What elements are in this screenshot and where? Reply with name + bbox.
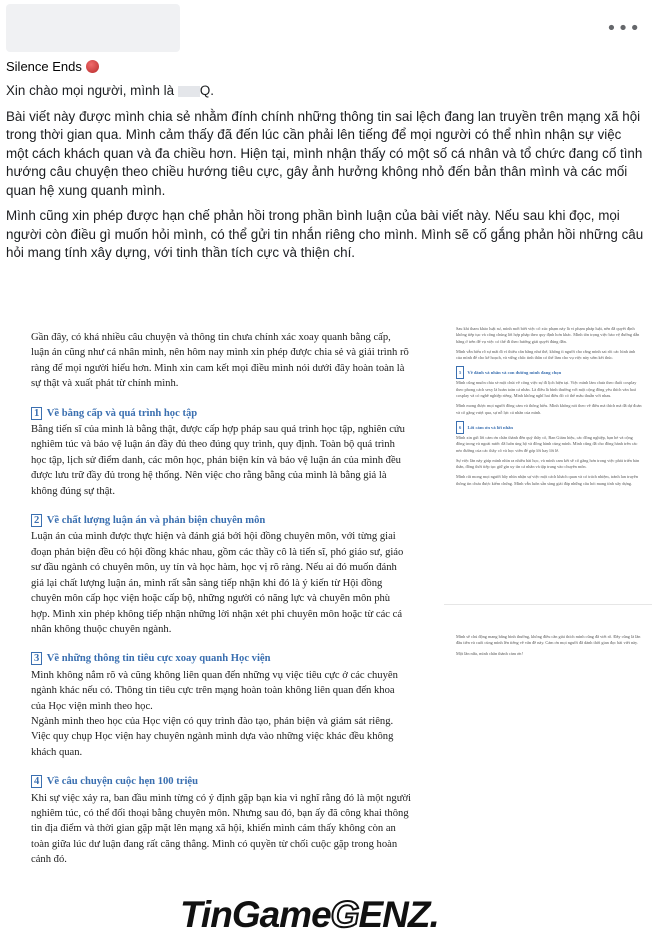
doc-right-text: Mình cũng muốn chia sẻ một chút về công việc sự đi lịch hiện tại. Việc mình làm chưa theo đuổi cosplay theo phong cách sexy là hoàn toàn cá nhân. Là điều là bình thường với một cộng đồng yêu thích văn hoá cosplay và có nghề nghiệp riêng. Mình không nghĩ hai điều đó có thể mâu thuẫn với nhau. xyxy=(456,380,637,399)
doc-right-text: Mình xin gửi lời cảm ơn chân thành đến quý thầy cô, Ban Giám hiệu, các đồng nghiệp, bạn bè và cộng đồng trong và ngoài nước đã luôn ủng hộ và đồng hành cùng mình. Mình cũng đã cho đồng hành trên các nẻo đường của các thầy cô và học viên để góp lời hay lời lẽ. xyxy=(456,434,638,453)
document-image-left[interactable] xyxy=(9,290,441,890)
doc-right-text: Mình mong được mọi người đồng cảm và thông hiểu. Mình không nói theo về điều mà thích mà đã dự đoán và cố gắng vượt qua, sự nỗ lực cá nhân của mình. xyxy=(456,403,642,415)
doc-section-body: Ngành mình theo học của Học viện có quy trình đào tạo, phản biện và giám sát riêng. Việc quy chụp Học viện hay chuyên ngành mình dựa vào những việc khác đều không khách quan. xyxy=(31,715,394,758)
greeting-line: Xin chào mọi người, mình là Q. xyxy=(6,83,214,98)
document-image-right-bottom[interactable] xyxy=(444,614,652,694)
doc-section-body: Bằng tiến sĩ của mình là bằng thật, được cấp hợp pháp sau quá trình học tập, nghiên cứu nghiêm túc và bảo vệ luận án đầy đủ theo đúng quy trình, quy định. Toàn bộ quá trình học tập, lịch sử điểm danh, các môn học, phản biện kín và bảo vệ luận án của mình đều được lưu trữ đầy đủ trong hệ thống. Nên việc cho rằng bằng của mình là bằng giả là không đúng sự thật. xyxy=(31,424,405,497)
doc-right-text: Mình sẽ chủ động mang bằng bình thường, không điều cần giải thích mình cũng đã viết rõ. Đây cũng là lần đầu tiên và cuối cùng mình lên tiếng về vấn đề này. Cảm ơn mọi người đã dành thời gian đọc bài viết này. xyxy=(456,634,641,646)
more-horizontal-icon[interactable]: ••• xyxy=(606,18,641,39)
doc-right-section-title: 6 Lời cảm ơn và lời nhắn xyxy=(456,421,642,434)
doc-right-text: Mình rất mong mọi người hãy nhìn nhận sự việc một cách khách quan và có trách nhiệm, tránh lan truyền thông tin chưa được kiểm chứng. Mình vẫn luôn sẵn sàng giải đáp những câu hỏi mang tính xây dựng. xyxy=(456,474,638,486)
doc-section-body: Mình không nắm rõ và cũng không liên quan đến những vụ việc tiêu cực ở các chuyên ngành khác nếu có. Thông tin tiêu cực trên mạng hoàn toàn không liên quan đến khoa của Học viện mình theo học. xyxy=(31,669,398,712)
post-text xyxy=(6,82,646,270)
blurred-profile-area xyxy=(6,4,180,52)
doc-right-text: Một lần nữa, mình chân thành cảm ơn! xyxy=(456,650,523,656)
doc-section-title: 4 Về câu chuyện cuộc hẹn 100 triệu xyxy=(31,774,411,789)
author-name[interactable]: Silence Ends xyxy=(6,59,82,74)
doc-right-section-title: 5 Về đánh và nhân và con đường mình đang chọn xyxy=(456,366,642,379)
heart-icon xyxy=(86,60,99,73)
doc-right-text: Mình vẫn hiểu rõ sự mất đi vì thiếu cân bằng như thế, không ít người cho rằng mình sai rồi các hình ảnh của mình để cho kế hoạch, và vững chắc tinh thần có thể làm cho vụ việc này sớm kết thúc. xyxy=(456,348,636,361)
doc-right-text: Sau khi tham khảo luật sư, mình mới biết việc cố xúc phạm này là vi phạm pháp luật, nên đã quyết định không tiếp tục và công chúng lời hợp pháp theo quy định hơn khác. Mình tôn trọng việc bảo vệ đường dẫn bằng ở trên để vụ việc có thể đi theo hướng giải quyết đúng đắn. xyxy=(456,326,640,344)
doc-intro: Gần đây, có khá nhiều câu chuyện và thông tin chưa chính xác xoay quanh bằng cấp, luận án cũng như cá nhân mình, nên hôm nay mình xin phép được chia sẻ và giải trình rõ ràng để mọi người hiểu hơn. Mình xin cam kết mọi điều mình nói dưới đây hoàn toàn là sự thật và xuất phát từ chính mình. xyxy=(31,332,409,390)
watermark-logo: TinGame G ENZ. xyxy=(180,894,439,935)
doc-section-body: Khi sự việc xảy ra, ban đầu mình từng có ý định gặp bạn kia vì nghĩ rằng đó là một người nghiêm túc, có thể đối thoại bằng chuyên môn. Nhưng sau đó, bạn ấy đã công khai thông tin địa điểm và thời gian gặp mặt lên mạng xã hội, khiến mình cảm thấy không còn an toàn giữa lúc dư luận đang rất căng thẳng. Mình có quyền từ chối cuộc gặp trong hoàn cảnh đó. xyxy=(31,792,411,866)
doc-section-body: Luận án của mình được thực hiện và đánh giá bởi hội đồng chuyên môn, với từng giai đoạn phản biện đều có hội đồng khác nhau, gồm các thầy cô là tiến sĩ, phó giáo sư, giáo sư đầu ngành có chuyên môn, uy tín và học hàm, học vị rõ ràng. Nếu ai đó muốn đánh giá lại chất lượng luận án, mình rất sẵn sàng tiếp nhận khi đó là ý kiến từ Hội đồng chuyên môn cấp học viện hoặc cấp bộ, những người có năng lực và chuyên môn phù hợp. Mình xin phép không tiếp nhận những lời nhận xét phi chuyên môn hoặc từ các cá nhân không thuộc chuyên ngành. xyxy=(31,531,404,635)
post-author[interactable] xyxy=(6,59,99,74)
doc-divider xyxy=(444,604,652,605)
post-paragraph-1: Bài viết này được mình chia sẻ nhằm đính chính những thông tin sai lệch đang lan truyền trên mạng xã hội trong thời gian qua. Mình cảm thấy đã đến lúc cần phải lên tiếng để mọi người có thể nhìn nhận sự việc một cách khách quan và đa chiều hơn. Hiện tại, mình nhận thấy có một số cá nhân và tổ chức đang cố tình hướng câu chuyện theo chiều hướng tiêu cực, gây ảnh hưởng không nhỏ đến bản thân mình và các mối quan hệ xung quanh mình. xyxy=(6,108,643,198)
doc-right-text: Sự việc lần này giúp mình nhìn ra nhiều bài học, và mình cam kết sẽ cố gắng hơn trong việc phát triển bản thân, đồng thời tiếp tục giữ gìn uy tín cá nhân và tập trung vào chuyên môn. xyxy=(456,457,640,470)
doc-section-title: 2 Về chất lượng luận án và phản biện chuyên môn xyxy=(31,513,411,528)
doc-section-title: 3 Về những thông tin tiêu cực xoay quanh Học viện xyxy=(31,651,411,666)
doc-section-title: 1 Về bằng cấp và quá trình học tập xyxy=(31,406,411,421)
post-header xyxy=(0,0,657,60)
redacted-name xyxy=(178,86,200,97)
post-paragraph-2: Mình cũng xin phép được hạn chế phản hồi trong phần bình luận của bài viết này. Nếu sau khi đọc, mọi người còn điều gì muốn hỏi mình, có thể gửi tin nhắn riêng cho mình. Mình sẽ cố gắng phản hồi những câu hỏi mang tính xây dựng, với tinh thần tích cực và thiện chí. xyxy=(6,208,644,260)
